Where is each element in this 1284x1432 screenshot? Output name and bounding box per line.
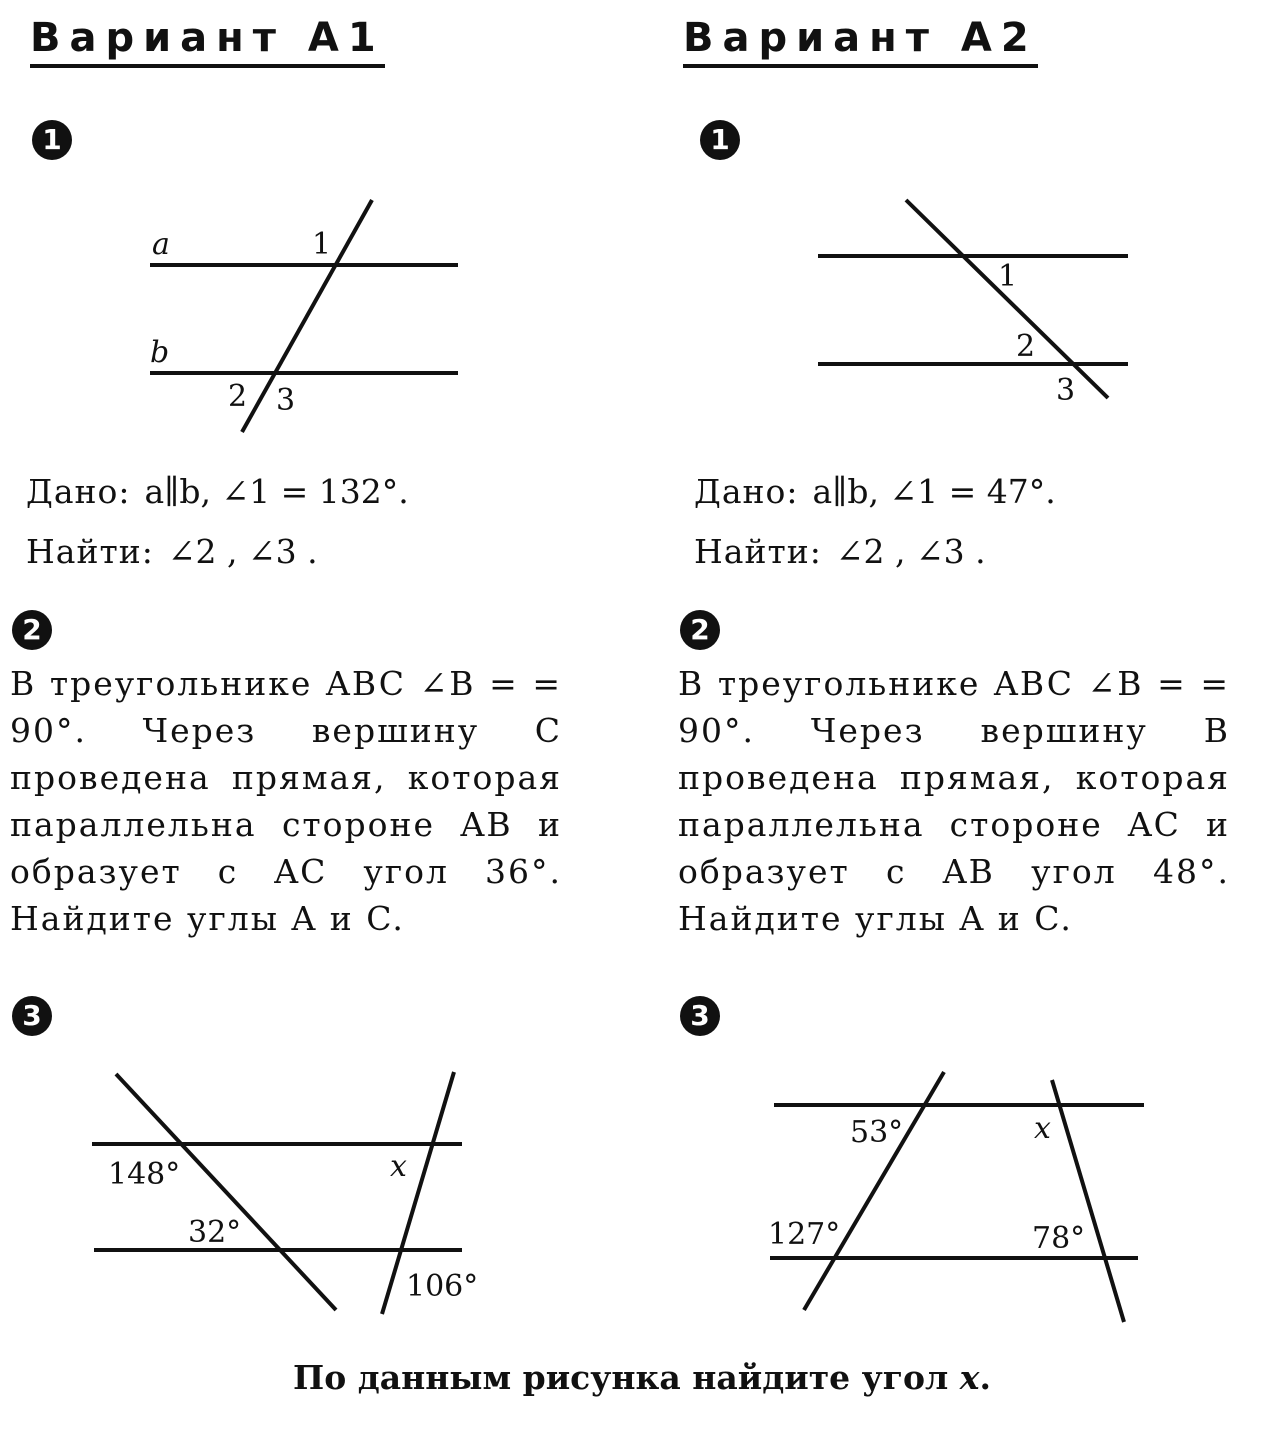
- task1-given: [26, 462, 409, 582]
- variant-title: Вариант А1: [30, 14, 385, 68]
- given-label: Дано:: [694, 472, 799, 511]
- footer-variable: x: [959, 1358, 980, 1397]
- angle-label-53: 53°: [850, 1115, 904, 1150]
- angle-label-1: 1: [998, 259, 1018, 294]
- task-number-badge: 3: [12, 996, 52, 1036]
- transversal: [242, 200, 372, 432]
- angle-label-x: x: [390, 1149, 407, 1184]
- variant-a2: [668, 0, 1258, 1340]
- task1-given: [694, 462, 1056, 582]
- angle-label-32: 32°: [188, 1215, 242, 1250]
- given-expression: a∥b, ∠1 = 47°.: [812, 472, 1056, 511]
- angle-label-1: 1: [312, 227, 332, 262]
- transversal: [906, 200, 1108, 398]
- task-number-badge: 3: [680, 996, 720, 1036]
- variant-a1: [0, 0, 590, 1340]
- task1-figure: [0, 180, 590, 450]
- footer-end: .: [979, 1358, 991, 1397]
- angle-label-78: 78°: [1032, 1221, 1086, 1256]
- label-a: a: [152, 227, 170, 262]
- task-number-badge: 2: [680, 610, 720, 650]
- transversal-left: [116, 1074, 336, 1310]
- footer-text: По данным рисунка найдите угол: [293, 1358, 949, 1397]
- task-number-badge: 1: [700, 120, 740, 160]
- task3-figure: [668, 1060, 1258, 1330]
- given-label: Дано:: [26, 472, 131, 511]
- task2-text: В треугольнике ABC ∠B = = 90°. Через вершину B проведена прямая, которая параллельна стороне AC и образует с AB угол 48°. Найдите углы A и C.: [678, 664, 1230, 938]
- angle-label-2: 2: [228, 379, 248, 414]
- angle-label-106: 106°: [406, 1269, 479, 1304]
- transversal-right: [1052, 1080, 1124, 1322]
- angle-label-x: x: [1034, 1111, 1051, 1146]
- task2-text: В треугольнике ABC ∠B = = 90°. Через вершину C проведена прямая, которая параллельна стороне AB и образует с AC угол 36°. Найдите углы A и C.: [10, 664, 562, 938]
- angle-label-148: 148°: [108, 1157, 181, 1192]
- angle-label-3: 3: [276, 383, 296, 418]
- find-expression: ∠2 , ∠3 .: [167, 532, 318, 571]
- angle-label-2: 2: [1016, 329, 1036, 364]
- transversal-left: [804, 1072, 944, 1310]
- variant-title: Вариант А2: [683, 14, 1038, 68]
- find-expression: ∠2 , ∠3 .: [835, 532, 986, 571]
- task-number-badge: 2: [12, 610, 52, 650]
- angle-label-127: 127°: [768, 1217, 841, 1252]
- find-label: Найти:: [694, 532, 822, 571]
- given-expression: a∥b, ∠1 = 132°.: [144, 472, 409, 511]
- task3-figure: [0, 1060, 590, 1330]
- find-label: Найти:: [26, 532, 154, 571]
- task1-figure: [668, 180, 1258, 450]
- angle-label-3: 3: [1056, 373, 1076, 408]
- task-number-badge: 1: [32, 120, 72, 160]
- footer-instruction: [0, 1353, 1284, 1403]
- label-b: b: [150, 335, 170, 370]
